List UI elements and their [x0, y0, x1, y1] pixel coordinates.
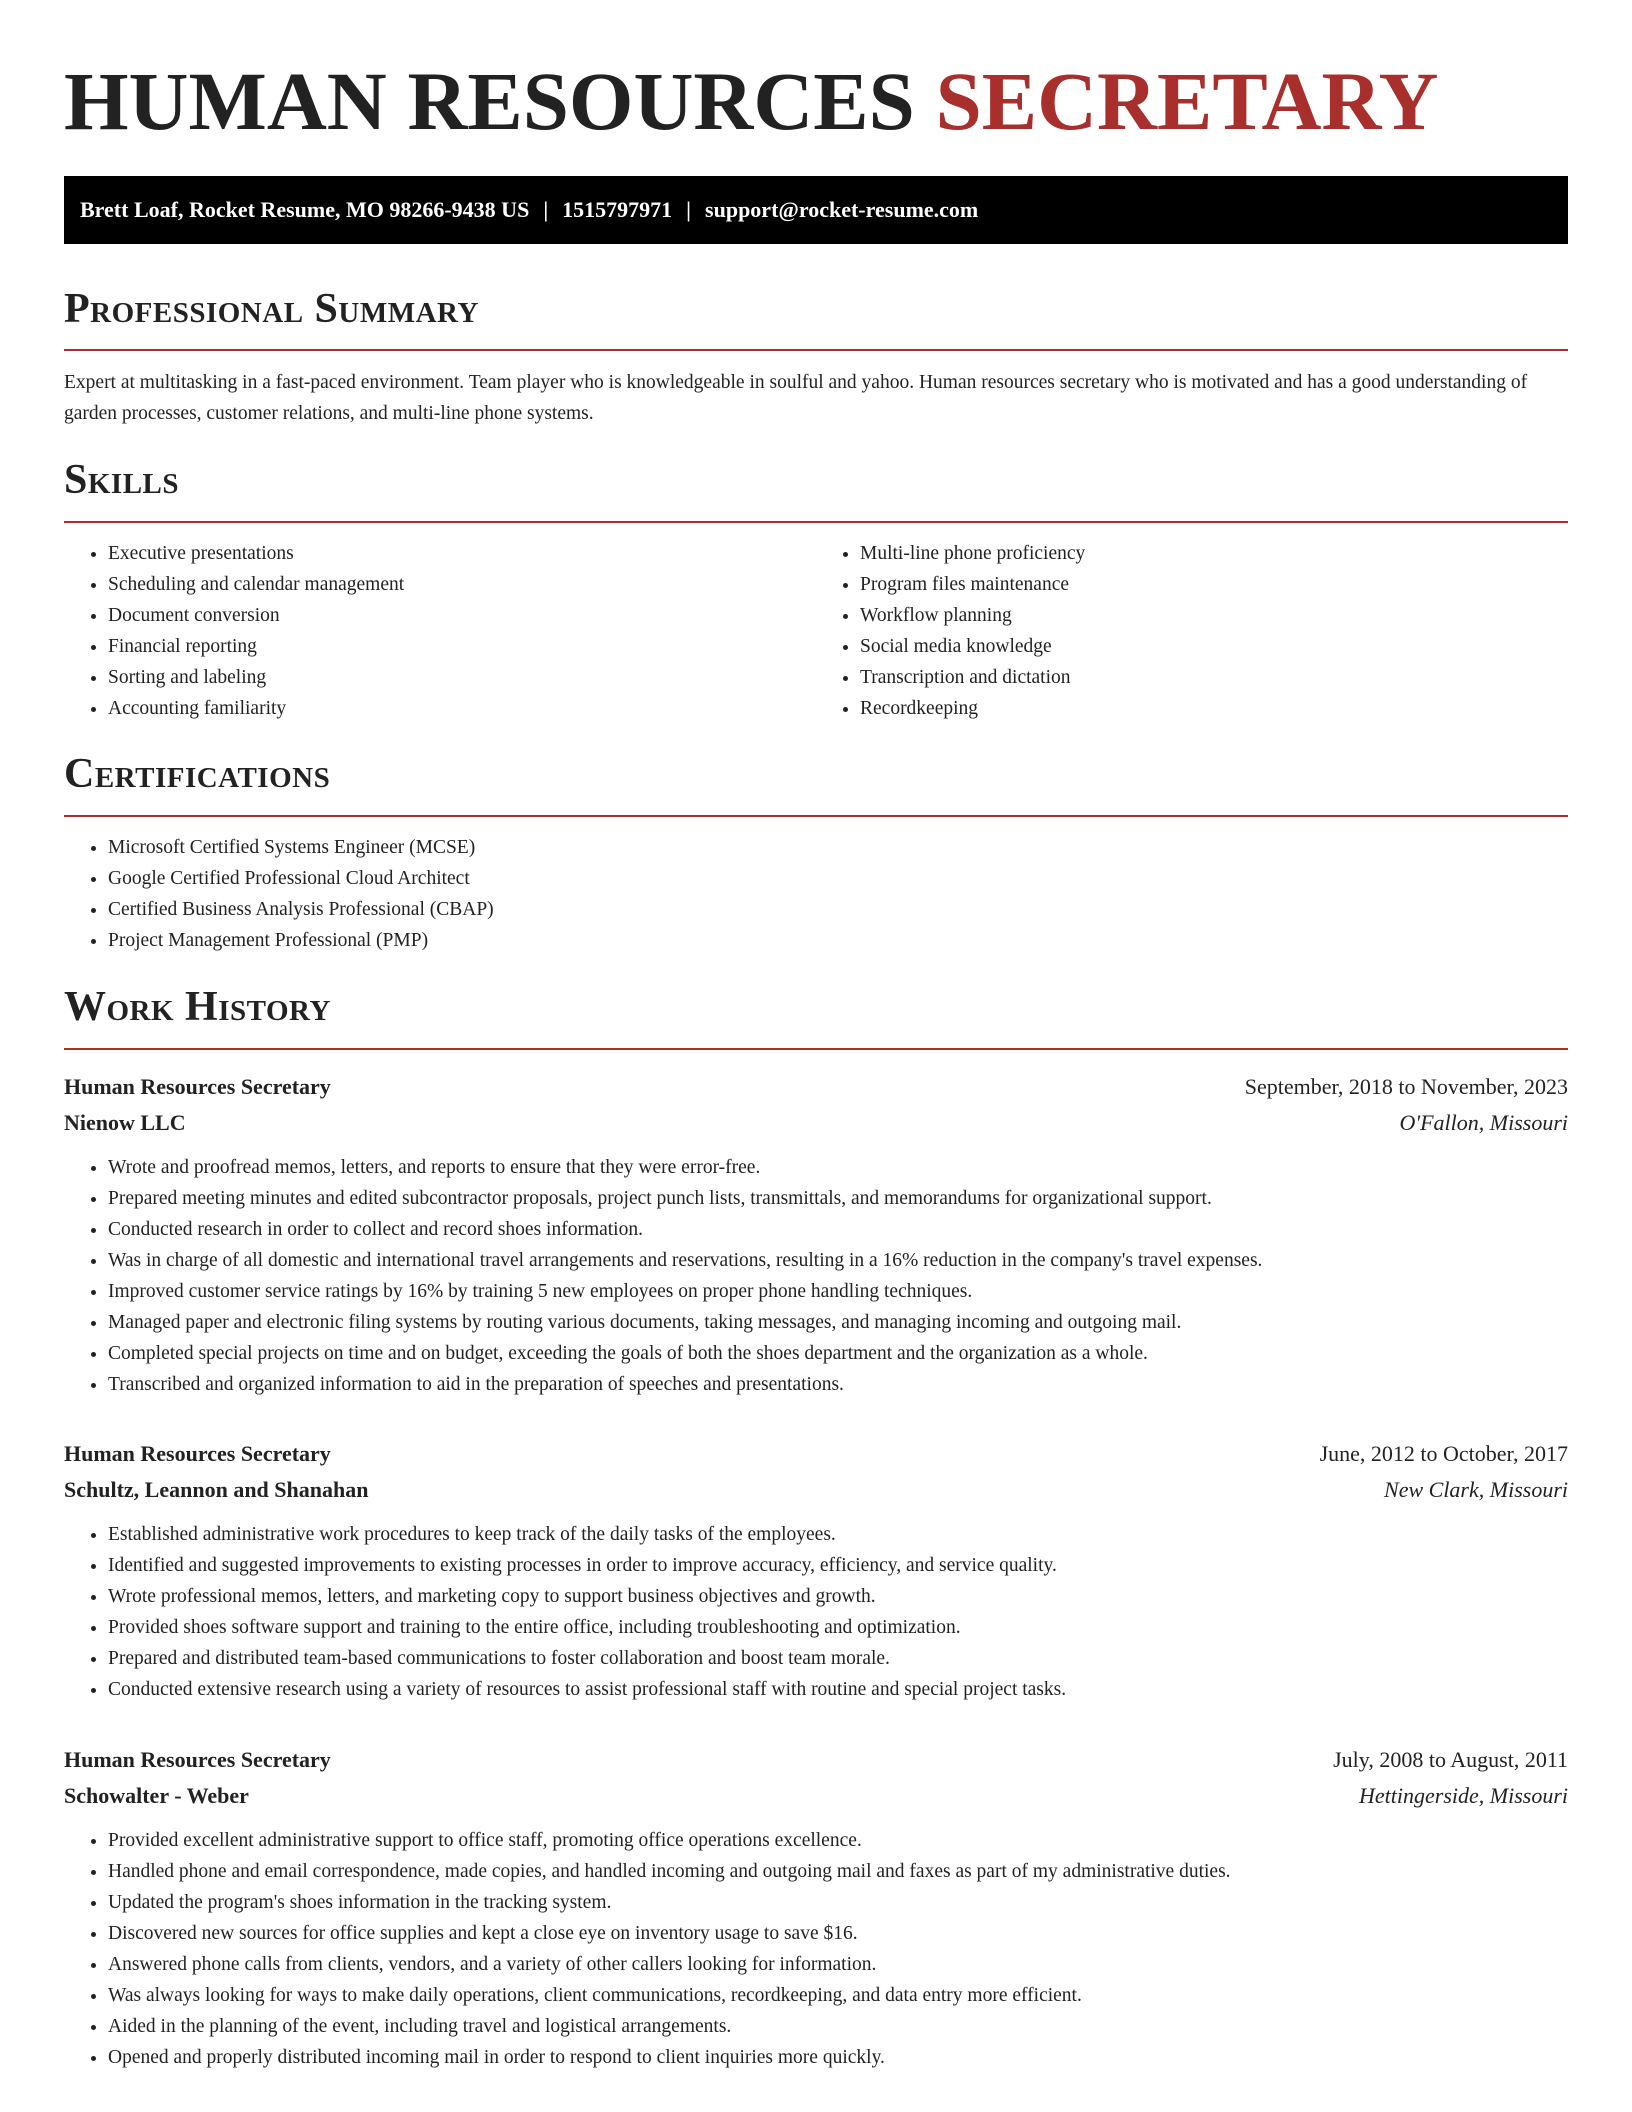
job-bullet: • Answered phone calls from clients, vendors, and a variety of other callers looking for information. [108, 1949, 1568, 1980]
contact-address: Brett Loaf, Rocket Resume, MO 98266-9438 US [80, 197, 530, 222]
job-dates: September, 2018 to November, 2023 [1244, 1074, 1568, 1099]
job-bullet: • Conducted research in order to collect and record shoes information. [108, 1214, 1568, 1245]
section-divider [64, 349, 1568, 351]
contact-bar [64, 176, 1568, 244]
certification-item: • Google Certified Professional Cloud Architect [108, 863, 1568, 894]
job-bullet: • Provided shoes software support and training to the entire office, including troubleshooting and optimization. [108, 1612, 1568, 1643]
certification-item: • Project Management Professional (PMP) [108, 925, 1568, 956]
section-heading: Skills [64, 457, 180, 503]
certification-item: • Microsoft Certified Systems Engineer (MCSE) [108, 832, 1568, 863]
job-title: Human Resources Secretary [64, 1074, 331, 1099]
summary-text: Expert at multitasking in a fast-paced environment. Team player who is knowledgeable in soulful and yahoo. Human resources secretary who is motivated and has a good understanding of garden processes, customer relations, and multi-line phone systems. [64, 372, 1528, 424]
job-location: New Clark, Missouri [1384, 1477, 1568, 1502]
job-dates: July, 2008 to August, 2011 [1333, 1747, 1568, 1772]
job-bullet: • Provided excellent administrative support to office staff, promoting office operations excellence. [108, 1825, 1568, 1856]
job-bullet: • Updated the program's shoes information in the tracking system. [108, 1887, 1568, 1918]
section-heading: Certifications [64, 751, 331, 797]
skill-item: • Sorting and labeling [108, 662, 816, 693]
skill-item: • Workflow planning [860, 600, 1568, 631]
job-entry [64, 1742, 1568, 2073]
skill-item: • Financial reporting [108, 631, 816, 662]
job-bullet: • Wrote professional memos, letters, and marketing copy to support business objectives and growth. [108, 1581, 1568, 1612]
contact-separator: | [686, 197, 692, 222]
job-bullet: • Prepared and distributed team-based communications to foster collaboration and boost team morale. [108, 1643, 1568, 1674]
job-company: Schultz, Leannon and Shanahan [64, 1477, 369, 1502]
job-subheader [64, 1778, 1568, 1814]
skill-item: • Recordkeeping [860, 693, 1568, 724]
title-accent: SECRETARY [935, 55, 1439, 147]
job-bullet: • Transcribed and organized information to aid in the preparation of speeches and presentations. [108, 1369, 1568, 1400]
job-company: Nienow LLC [64, 1110, 186, 1135]
section-heading: Professional Summary [64, 286, 479, 332]
job-bullets [64, 1152, 1568, 1400]
skill-item: • Executive presentations [108, 538, 816, 569]
work-history-section [64, 982, 1568, 1050]
job-bullet: • Was in charge of all domestic and international travel arrangements and reservations, resulting in a 16% reduction in the company's travel expenses. [108, 1245, 1568, 1276]
skill-item: • Multi-line phone proficiency [860, 538, 1568, 569]
skills-list-right [816, 538, 1568, 724]
resume-page [64, 0, 1568, 2068]
title-main: HUMAN RESOURCES [64, 55, 915, 147]
summary-section [64, 284, 1568, 429]
job-bullet: • Aided in the planning of the event, including travel and logistical arrangements. [108, 2011, 1568, 2042]
job-bullet: • Managed paper and electronic filing systems by routing various documents, taking messages, and managing incoming and outgoing mail. [108, 1307, 1568, 1338]
section-divider [64, 1048, 1568, 1050]
section-heading: Work History [64, 984, 331, 1030]
job-bullet: • Improved customer service ratings by 16% by training 5 new employees on proper phone handling techniques. [108, 1276, 1568, 1307]
job-bullet: • Wrote and proofread memos, letters, and reports to ensure that they were error-free. [108, 1152, 1568, 1183]
job-entry [64, 1436, 1568, 1705]
contact-email: support@rocket-resume.com [705, 197, 979, 222]
job-bullets [64, 1519, 1568, 1705]
job-bullet: • Opened and properly distributed incoming mail in order to respond to client inquiries more quickly. [108, 2042, 1568, 2073]
job-bullet: • Prepared meeting minutes and edited subcontractor proposals, project punch lists, transmittals, and memorandums for organizational support. [108, 1183, 1568, 1214]
job-subheader [64, 1105, 1568, 1141]
job-location: O'Fallon, Missouri [1399, 1110, 1568, 1135]
job-bullet: • Discovered new sources for office supplies and kept a close eye on inventory usage to save $16. [108, 1918, 1568, 1949]
certifications-section [64, 749, 1568, 956]
skills-section [64, 455, 1568, 724]
job-title: Human Resources Secretary [64, 1747, 331, 1772]
job-dates: June, 2012 to October, 2017 [1319, 1441, 1568, 1466]
job-bullet: • Was always looking for ways to make daily operations, client communications, recordkeeping, and data entry more efficient. [108, 1980, 1568, 2011]
skills-list-left [64, 538, 816, 724]
job-subheader [64, 1472, 1568, 1508]
contact-phone: 1515797971 [562, 197, 673, 222]
job-bullet: • Completed special projects on time and on budget, exceeding the goals of both the shoes department and the organization as a whole. [108, 1338, 1568, 1369]
resume-title [64, 0, 1568, 146]
skill-item: • Social media knowledge [860, 631, 1568, 662]
job-bullet: • Handled phone and email correspondence, made copies, and handled incoming and outgoing mail and faxes as part of my administrative duties. [108, 1856, 1568, 1887]
job-title: Human Resources Secretary [64, 1441, 331, 1466]
job-bullet: • Established administrative work procedures to keep track of the daily tasks of the employees. [108, 1519, 1568, 1550]
skills-columns [64, 538, 1568, 724]
job-entry [64, 1069, 1568, 1400]
skill-item: • Program files maintenance [860, 569, 1568, 600]
section-divider [64, 521, 1568, 523]
job-bullets [64, 1825, 1568, 2073]
contact-separator: | [543, 197, 549, 222]
job-header [64, 1436, 1568, 1472]
skill-item: • Document conversion [108, 600, 816, 631]
skill-item: • Scheduling and calendar management [108, 569, 816, 600]
certification-item: • Certified Business Analysis Professional (CBAP) [108, 894, 1568, 925]
job-header [64, 1069, 1568, 1105]
job-header [64, 1742, 1568, 1778]
job-bullet: • Conducted extensive research using a variety of resources to assist professional staff with routine and special project tasks. [108, 1674, 1568, 1705]
job-bullet: • Identified and suggested improvements to existing processes in order to improve accuracy, efficiency, and service quality. [108, 1550, 1568, 1581]
skill-item: • Accounting familiarity [108, 693, 816, 724]
certifications-list [64, 832, 1568, 956]
skill-item: • Transcription and dictation [860, 662, 1568, 693]
job-location: Hettingerside, Missouri [1359, 1783, 1568, 1808]
job-company: Schowalter - Weber [64, 1783, 249, 1808]
section-divider [64, 815, 1568, 817]
